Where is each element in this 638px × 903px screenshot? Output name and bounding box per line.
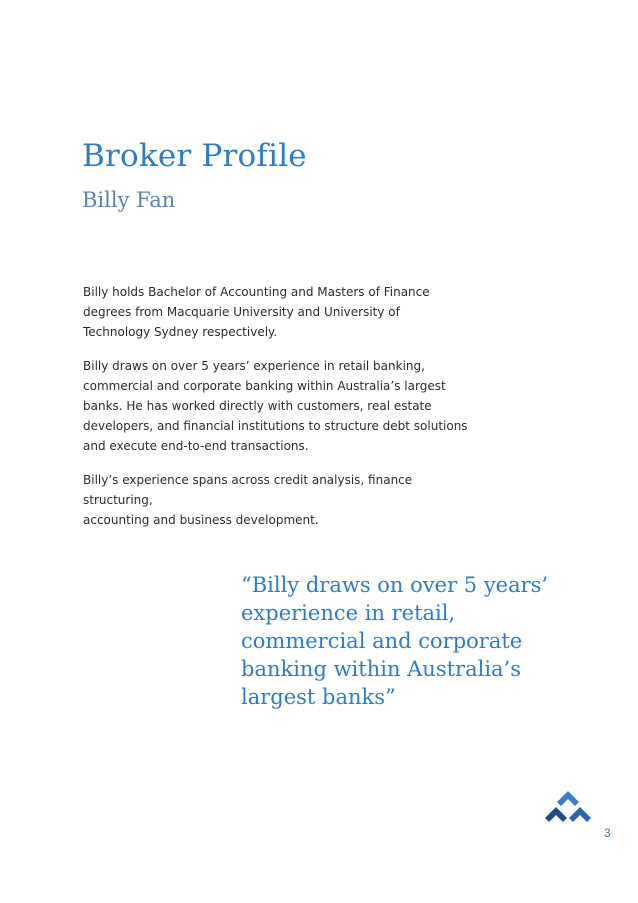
profile-paragraph-education: Billy holds Bachelor of Accounting and Masters of Finance degrees from Macquarie University and University of Technology Sydney respectively.: [83, 285, 430, 339]
page-title: Broker Profile: [82, 138, 307, 174]
chevron-stack-logo-icon: [544, 791, 592, 829]
logo-chevron-right: [569, 807, 591, 822]
logo-chevron-left: [545, 807, 567, 822]
profile-body: [83, 282, 483, 544]
pull-quote: “Billy draws on over 5 years’ experience in retail, commercial and corporate banking within Australia’s largest banks”: [241, 573, 549, 709]
profile-paragraph-experience: Billy draws on over 5 years’ experience in retail banking, commercial and corporate banking within Australia’s largest banks. He has worked directly with customers, real estate developers, and financial institutions to structure debt solutions and execute end-to-end transactions.: [83, 359, 468, 453]
broker-name: Billy Fan: [82, 188, 176, 212]
logo-chevron-top: [557, 791, 579, 806]
page-number: 3: [604, 826, 611, 840]
profile-paragraph-skills: Billy’s experience spans across credit analysis, finance structuring, accounting and business development.: [83, 473, 413, 527]
